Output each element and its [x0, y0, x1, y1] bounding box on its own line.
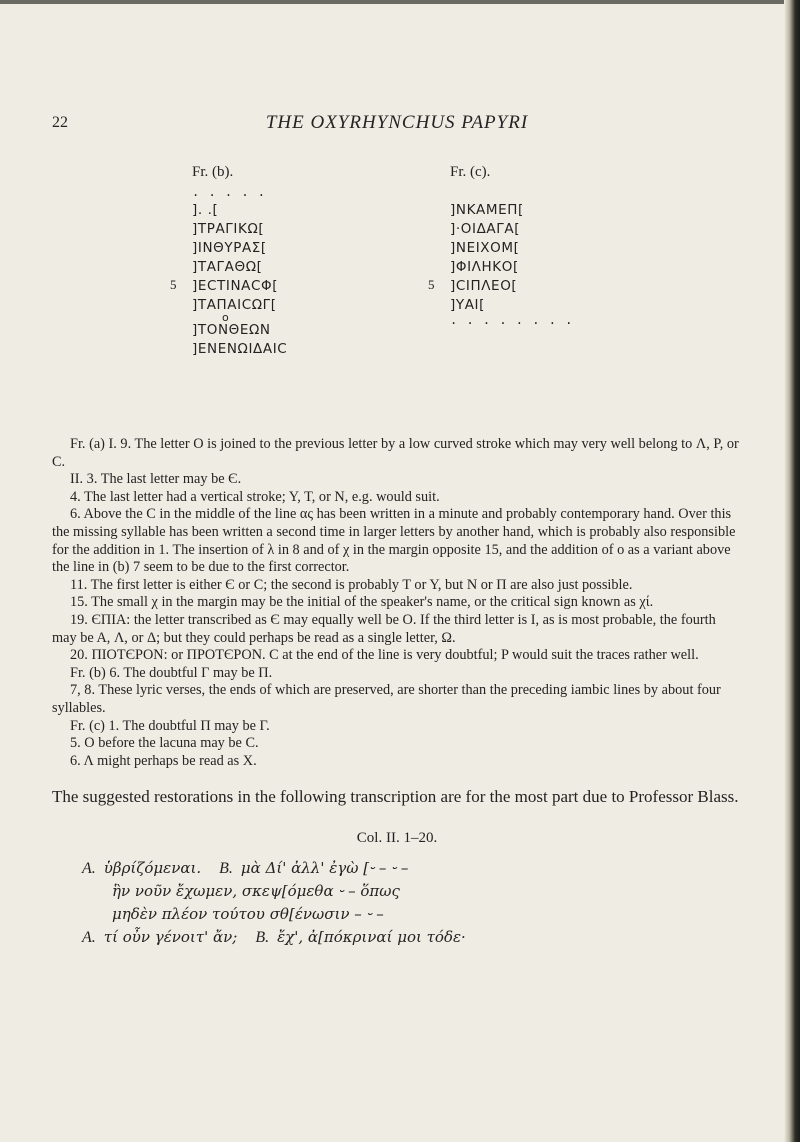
column-heading: Col. II. 1–20. [356, 830, 438, 847]
papyrus-line [450, 294, 640, 313]
lacuna-dots: . . . . . [192, 185, 267, 199]
fragment-c-heading: Fr. (c). [450, 164, 491, 180]
papyrus-line [450, 237, 640, 256]
greek-line [82, 880, 742, 903]
greek-text: ἔχ', ἀ[πόκριναί μοι τόδε· [277, 928, 466, 947]
papyrus-line-text: ]ΥΑΙ[ [450, 297, 485, 313]
papyrus-line [192, 218, 382, 237]
page-top-edge [0, 0, 800, 4]
greek-line [82, 903, 742, 926]
commentary-note: 7, 8. These lyric verses, the ends of which are preserved, are shorter than the preceding iambic lines by about four syllables. [52, 682, 721, 716]
commentary-note: Fr. (b) 6. The doubtful Γ may be Π. [70, 664, 273, 681]
greek-line [82, 857, 742, 880]
papyrus-line [192, 338, 382, 357]
papyrus-line-text: ]ΝΕΙΧΟΜ[ [450, 240, 520, 256]
papyrus-line-text: ]ΤΡΑΓΙΚΩ[ [192, 221, 265, 237]
papyrus-line [192, 237, 382, 256]
papyrus-line [170, 275, 382, 294]
line-number: 5 [170, 277, 177, 292]
lacuna-spacer [450, 185, 640, 199]
commentary-note: 20. ΠΙΟΤЄΡΟΝ: or ΠΡΟΤЄΡΟΝ. C at the end of the line is very doubtful; P would suit the traces rather well. [70, 647, 699, 664]
commentary-note: 4. The last letter had a vertical stroke; Y, T, or N, e.g. would suit. [70, 488, 440, 505]
papyrus-line-text: ]ΤΑΓΑΘΩ[ [192, 259, 263, 275]
greek-line [82, 926, 742, 949]
papyrus-line [192, 294, 382, 313]
speaker-label: B. [219, 860, 233, 878]
papyrus-line-text: ]ΕΝΕΝΩΙΔΑΙC [192, 341, 288, 357]
greek-transcription [82, 857, 742, 949]
commentary-note: 19. ЄΠΙΑ: the letter transcribed as Є may equally well be O. If the third letter is I, as is most probable, the fourth may be A, Λ, or Δ; but they could perhaps be read as a single letter, Ω. [52, 611, 716, 646]
fragment-b-heading: Fr. (b). [192, 164, 234, 180]
speaker-label: A. [82, 929, 96, 947]
papyrus-line-text: ]. .[ [192, 202, 219, 218]
papyrus-line [450, 218, 640, 237]
commentary-note: 15. The small χ in the margin may be the initial of the speaker's name, or the critical sign known as χί. [70, 594, 654, 611]
greek-text: ἣν νοῦν ἔχωμεν, σκεψ[όμεθα ⏑ – ὅπως [112, 882, 400, 901]
page-number: 22 [52, 114, 68, 131]
papyrus-line [192, 256, 382, 275]
papyrus-line [192, 199, 382, 218]
speaker-label: A. [82, 860, 96, 878]
greek-text: μὰ Δί' ἀλλ' ἐγὼ [⏑ – ⏑ – [240, 859, 409, 878]
lacuna-dots: . . . . . . . . [450, 313, 574, 327]
greek-text: ὑβρίζόμεναι. [103, 859, 202, 878]
greek-text: τί οὖν γένοιτ' ἄν; [103, 928, 238, 947]
line-number: 5 [428, 277, 435, 292]
commentary-note: 6. Λ might perhaps be read as X. [70, 752, 257, 769]
papyrus-line [192, 311, 382, 338]
running-title: THE OXYRHYNCHUS PAPYRI [265, 112, 529, 133]
page-right-edge [784, 0, 800, 1142]
papyrus-line [450, 256, 640, 275]
papyrus-line [450, 199, 640, 218]
greek-text: μηδὲν πλέον τούτου σθ[ένωσιν – ⏑ – [112, 905, 384, 924]
papyrus-line-text: ]ΦΙΛΗΚΟ[ [450, 259, 519, 275]
commentary-note: Fr. (c) 1. The doubtful Π may be Γ. [70, 717, 270, 734]
papyrus-line [428, 275, 640, 294]
papyrus-line-text: ]CΙΠΛΕΟ[ [450, 278, 518, 294]
commentary-note: II. 3. The last letter may be Є. [70, 471, 242, 488]
commentary-note: Fr. (a) I. 9. The letter O is joined to the previous letter by a low curved stroke which may very well belong to Λ, P, or C. [52, 436, 739, 470]
book-page [52, 112, 742, 949]
commentary-note: 11. The first letter is either Є or C; the second is probably T or Y, but N or Π are also just possible. [70, 576, 633, 593]
fragment-b [170, 164, 382, 357]
speaker-label: B. [255, 929, 270, 947]
commentary-note: 6. Above the C in the middle of the line ας has been written in a minute and probably contemporary hand. Over this the missing syllable has been written a second time in larger letters by another hand, which is probably also responsible for the addition in 1. The insertion of λ in 8 and of χ in the margin opposite 15, and the addition of ο as a variant above the line in (b) 7 seem to be due to the first corrector. [52, 506, 736, 576]
papyrus-line-text: ]ΕCΤΙΝΑCΦ[ [192, 278, 279, 294]
commentary-note: 5. O before the lacuna may be C. [70, 735, 259, 752]
papyrus-line-text: ]·ΟΙΔΑΓΑ[ [450, 221, 521, 237]
supralinear-variant: o [222, 311, 229, 324]
fragments-transcription [52, 164, 742, 432]
running-head [52, 112, 742, 136]
papyrus-line-text: ]ΙΝΘΥΡΑΣ[ [192, 240, 267, 256]
commentary-notes [52, 436, 742, 770]
papyrus-line-text: ]ΝΚΑΜΕΠ[ [450, 202, 524, 218]
papyrus-line-text: ]ΤΑΠΑΙCΩΓ[ [192, 297, 277, 313]
fragment-c [428, 164, 640, 327]
papyrus-line-text: ]ΤΟΝΘΕΩΝ [192, 322, 271, 338]
intro-paragraph: The suggested restorations in the following transcription are for the most part due to Professor Blass. [52, 787, 739, 807]
